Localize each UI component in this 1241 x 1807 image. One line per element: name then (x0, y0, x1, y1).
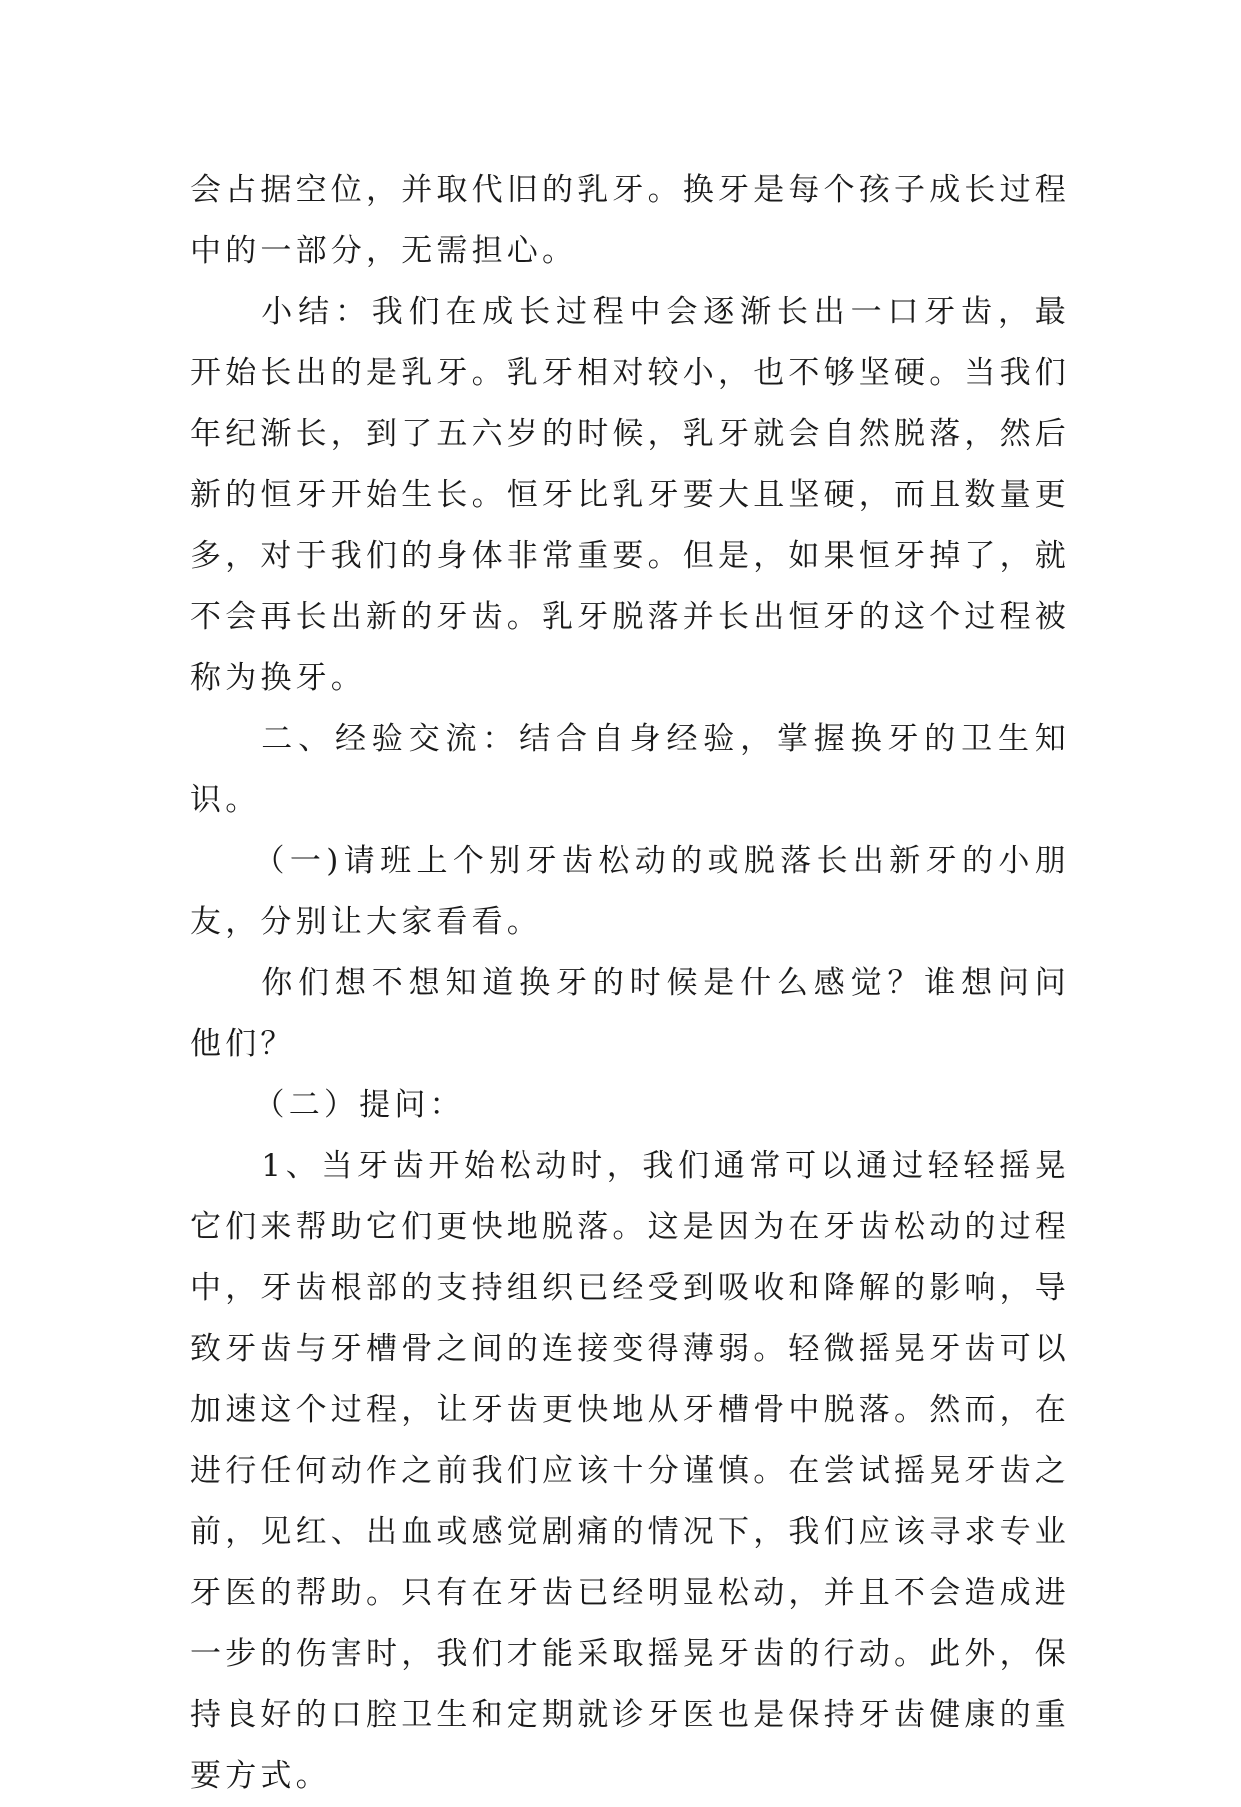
paragraph-question: 你们想不想知道换牙的时候是什么感觉？谁想问问他们？ (190, 965, 1070, 1062)
paragraph-item-one: 1、当牙齿开始松动时，我们通常可以通过轻轻摇晃它们来帮助它们更快地脱落。这是因为在牙齿松动的过程中，牙齿根部的支持组织已经受到吸收和降解的影响，导致牙齿与牙槽骨之间的连接变得薄弱。轻微摇晃牙齿可以加速这个过程，让牙齿更快地从牙槽骨中脱落。然而，在进行任何动作之前我们应该十分谨慎。在尝试摇晃牙齿之前，见红、出血或感觉剧痛的情况下，我们应该寻求专业牙医的帮助。只有在牙齿已经明显松动，并且不会造成进一步的伤害时，我们才能采取摇晃牙齿的行动。此外，保持良好的口腔卫生和定期就诊牙医也是保持牙齿健康的重要方式。 (190, 1148, 1070, 1794)
paragraph-subsection-one: （一)请班上个别牙齿松动的或脱落长出新牙的小朋友，分别让大家看看。 (190, 843, 1070, 940)
paragraph-summary: 小结：我们在成长过程中会逐渐长出一口牙齿，最开始长出的是乳牙。乳牙相对较小，也不够坚硬。当我们年纪渐长，到了五六岁的时候，乳牙就会自然脱落，然后新的恒牙开始生长。恒牙比乳牙要大且坚硬，而且数量更多，对于我们的身体非常重要。但是，如果恒牙掉了，就不会再长出新的牙齿。乳牙脱落并长出恒牙的这个过程被称为换牙。 (190, 294, 1070, 696)
body-text (190, 160, 1070, 1807)
paragraph-section-heading: 二、经验交流：结合自身经验，掌握换牙的卫生知识。 (190, 721, 1070, 818)
paragraph-continuation: 会占据空位，并取代旧的乳牙。换牙是每个孩子成长过程中的一部分，无需担心。 (190, 172, 1070, 269)
paragraph-subsection-two: （二）提问： (253, 1087, 465, 1123)
